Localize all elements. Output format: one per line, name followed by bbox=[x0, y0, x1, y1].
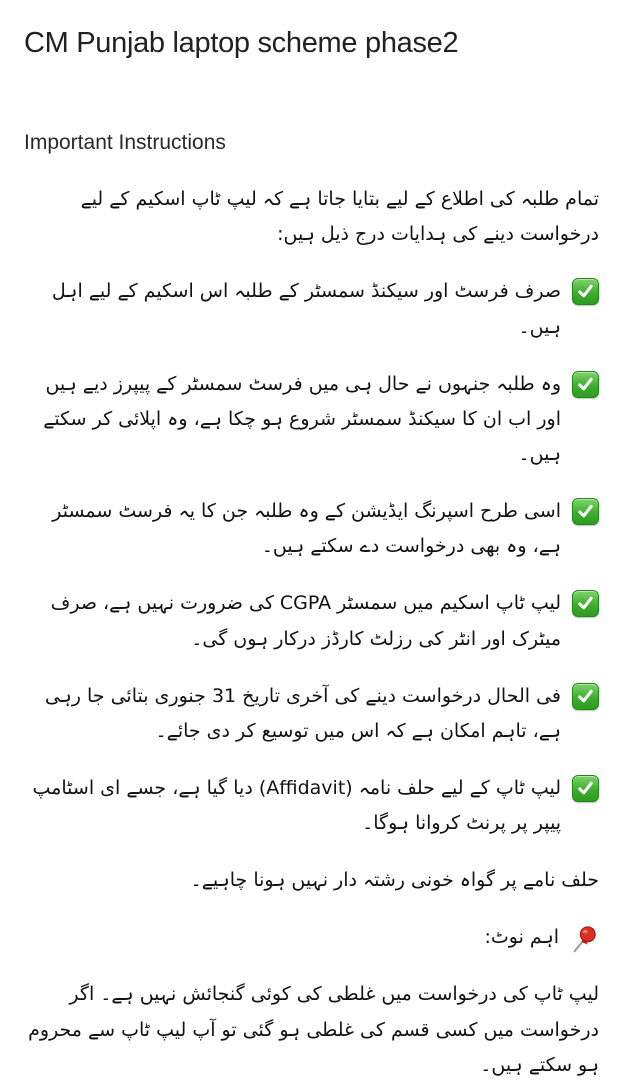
page-title: CM Punjab laptop scheme phase2 bbox=[24, 27, 459, 59]
instructions-body bbox=[22, 182, 611, 1083]
check-mark-icon bbox=[572, 371, 599, 398]
instruction-item bbox=[24, 494, 599, 564]
intro-paragraph: تمام طلبہ کی اطلاع کے لیے بتایا جاتا ہے کہ لیپ ٹاپ اسکیم کے لیے درخواست دینے کی ہدایات درج ذیل ہیں: bbox=[80, 188, 599, 246]
pushpin-icon bbox=[569, 924, 599, 954]
check-mark-icon bbox=[572, 590, 599, 617]
check-mark-icon bbox=[572, 775, 599, 802]
final-warning-paragraph: لیپ ٹاپ کی درخواست میں غلطی کی کوئی گنجائش نہیں ہے۔ اگر درخواست میں کسی قسم کی غلطی ہو گئی تو آپ لیپ ٹاپ سے محروم ہو سکتے ہیں۔ bbox=[28, 983, 599, 1076]
instruction-item bbox=[24, 679, 599, 749]
check-mark-icon bbox=[572, 278, 599, 305]
check-mark-icon bbox=[572, 683, 599, 710]
instructions-list bbox=[24, 274, 599, 841]
instruction-text: صرف فرسٹ اور سیکنڈ سمسٹر کے طلبہ اس اسکیم کے لیے اہل ہیں۔ bbox=[51, 280, 561, 338]
witness-note-paragraph: حلف نامے پر گواہ خونی رشتہ دار نہیں ہونا چاہیے۔ bbox=[190, 869, 599, 892]
instruction-text: اسی طرح اسپرنگ ایڈیشن کے وہ طلبہ جن کا یہ فرسٹ سمسٹر ہے، وہ بھی درخواست دے سکتے ہیں۔ bbox=[52, 500, 561, 558]
section-heading: Important Instructions bbox=[24, 130, 226, 154]
important-note-row bbox=[24, 920, 599, 955]
instruction-text: لیپ ٹاپ اسکیم میں سمسٹر CGPA کی ضرورت نہیں ہے، صرف میٹرک اور انٹر کی رزلٹ کارڈز درکار ہوں گی۔ bbox=[50, 592, 561, 650]
instruction-item bbox=[24, 367, 599, 472]
instruction-text: فی الحال درخواست دینے کی آخری تاریخ 31 جنوری بتائی جا رہی ہے، تاہم امکان ہے کہ اس میں توسیع کر دی جائے۔ bbox=[44, 684, 561, 742]
check-mark-icon bbox=[572, 498, 599, 525]
instruction-item bbox=[24, 586, 599, 656]
important-note-label: اہم نوٹ: bbox=[484, 926, 559, 949]
instruction-item bbox=[24, 274, 599, 344]
instruction-item bbox=[24, 771, 599, 841]
instruction-text: لیپ ٹاپ کے لیے حلف نامہ (Affidavit) دیا گیا ہے، جسے ای اسٹامپ پیپر پر پرنٹ کروانا ہوگا۔ bbox=[32, 776, 561, 835]
instruction-text: وہ طلبہ جنہوں نے حال ہی میں فرسٹ سمسٹر کے پیپرز دیے ہیں اور اب ان کا سیکنڈ سمسٹر شروع ہو چکا ہے، وہ اپلائی کر سکتے ہیں۔ bbox=[43, 372, 561, 465]
